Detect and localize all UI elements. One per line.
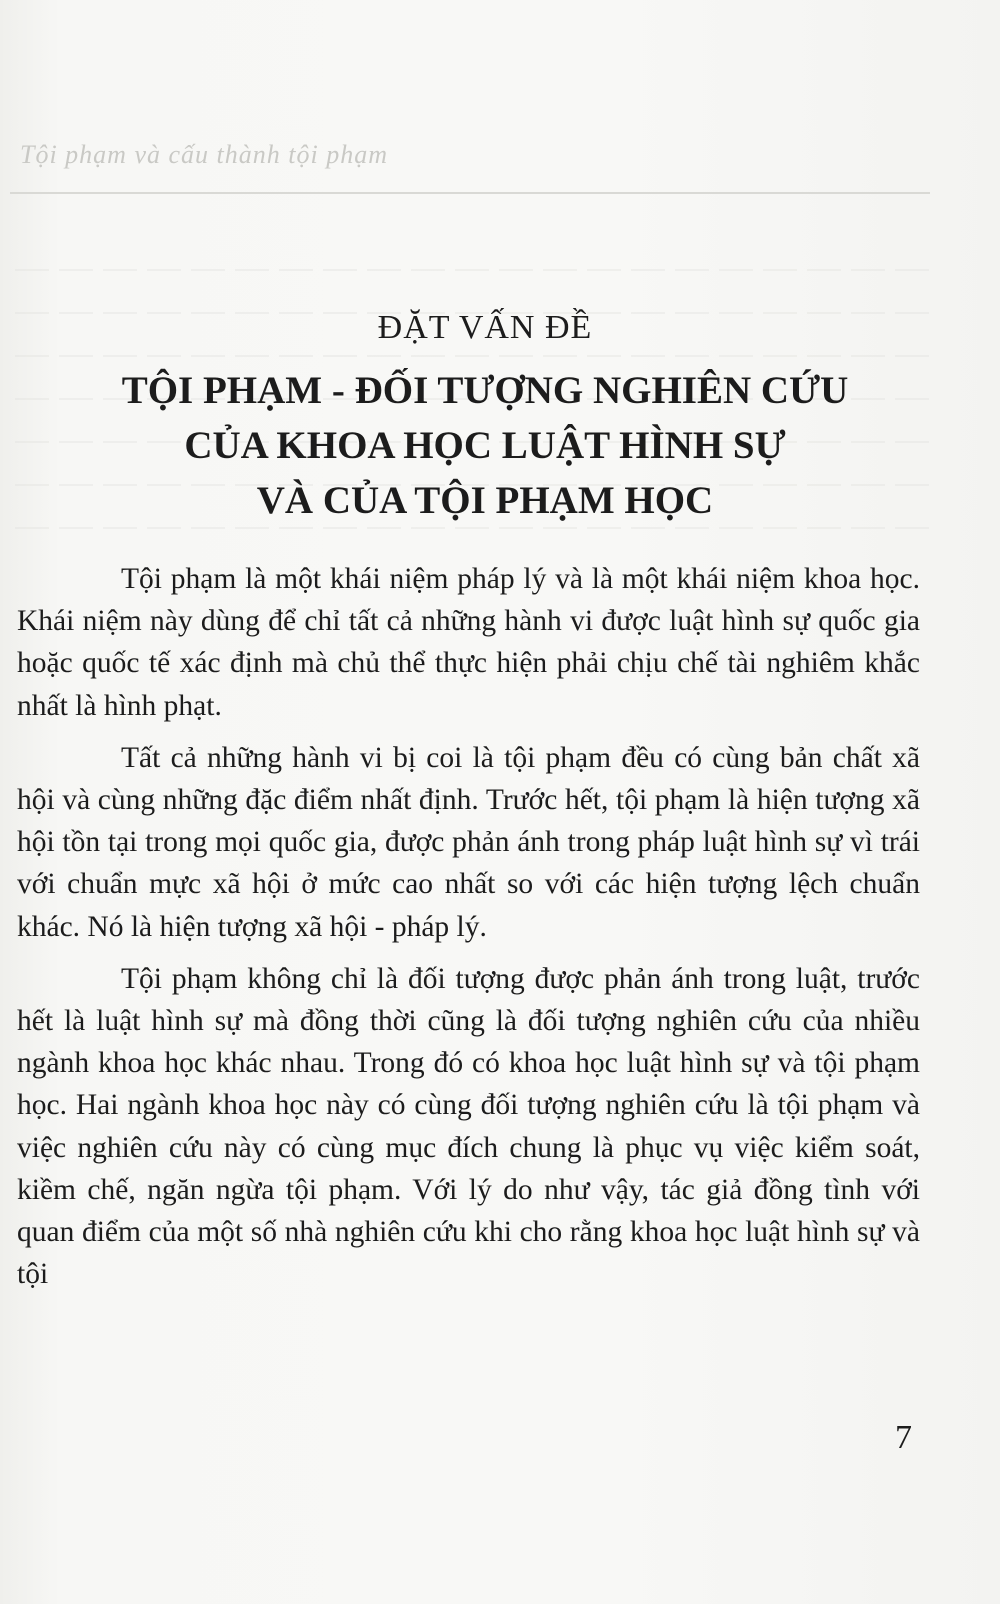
chapter-subtitle: ĐẶT VẤN ĐỀ [377,309,593,346]
header-rule [10,192,930,194]
chapter-title-line-1: TỘI PHẠM - ĐỐI TƯỢNG NGHIÊN CỨU [121,369,849,412]
chapter-title-line-2: CỦA KHOA HỌC LUẬT HÌNH SỰ [184,424,786,467]
paragraph-3: Tội phạm không chỉ là đối tượng được phản ánh trong luật, trước hết là luật hình sự mà đồng thời cũng là đối tượng nghiên cứu của nhiều ngành khoa học khác nhau. Trong đó có khoa học luật hình sự và tội phạm học. Hai ngành khoa học này có cùng đối tượng nghiên cứu là tội phạm và việc nghiên cứu này có cùng mục đích chung là phục vụ việc kiểm soát, kiềm chế, ngăn ngừa tội phạm. Với lý do như vậy, tác giả đồng tình với quan điểm của một số nhà nghiên cứu khi cho rằng khoa học luật hình sự và tội [17,962,920,1291]
running-header-bleedthrough: Tội phạm và cấu thành tội phạm [20,140,388,169]
body-text [17,558,920,1305]
paragraph-2: Tất cả những hành vi bị coi là tội phạm đều có cùng bản chất xã hội và cùng những đặc điểm nhất định. Trước hết, tội phạm là hiện tượng xã hội tồn tại trong mọi quốc gia, được phản ánh trong pháp luật hình sự vì trái với chuẩn mực xã hội ở mức cao nhất so với các hiện tượng lệch chuẩn khác. Nó là hiện tượng xã hội - pháp lý. [17,741,920,943]
chapter-heading [0,305,1000,528]
page-number: 7 [895,1419,912,1456]
paragraph-1: Tội phạm là một khái niệm pháp lý và là một khái niệm khoa học. Khái niệm này dùng để chỉ tất cả những hành vi được luật hình sự quốc gia hoặc quốc tế xác định mà chủ thể thực hiện phải chịu chế tài nghiêm khắc nhất là hình phạt. [17,563,920,722]
chapter-title-line-3: VÀ CỦA TỘI PHẠM HỌC [256,479,714,522]
